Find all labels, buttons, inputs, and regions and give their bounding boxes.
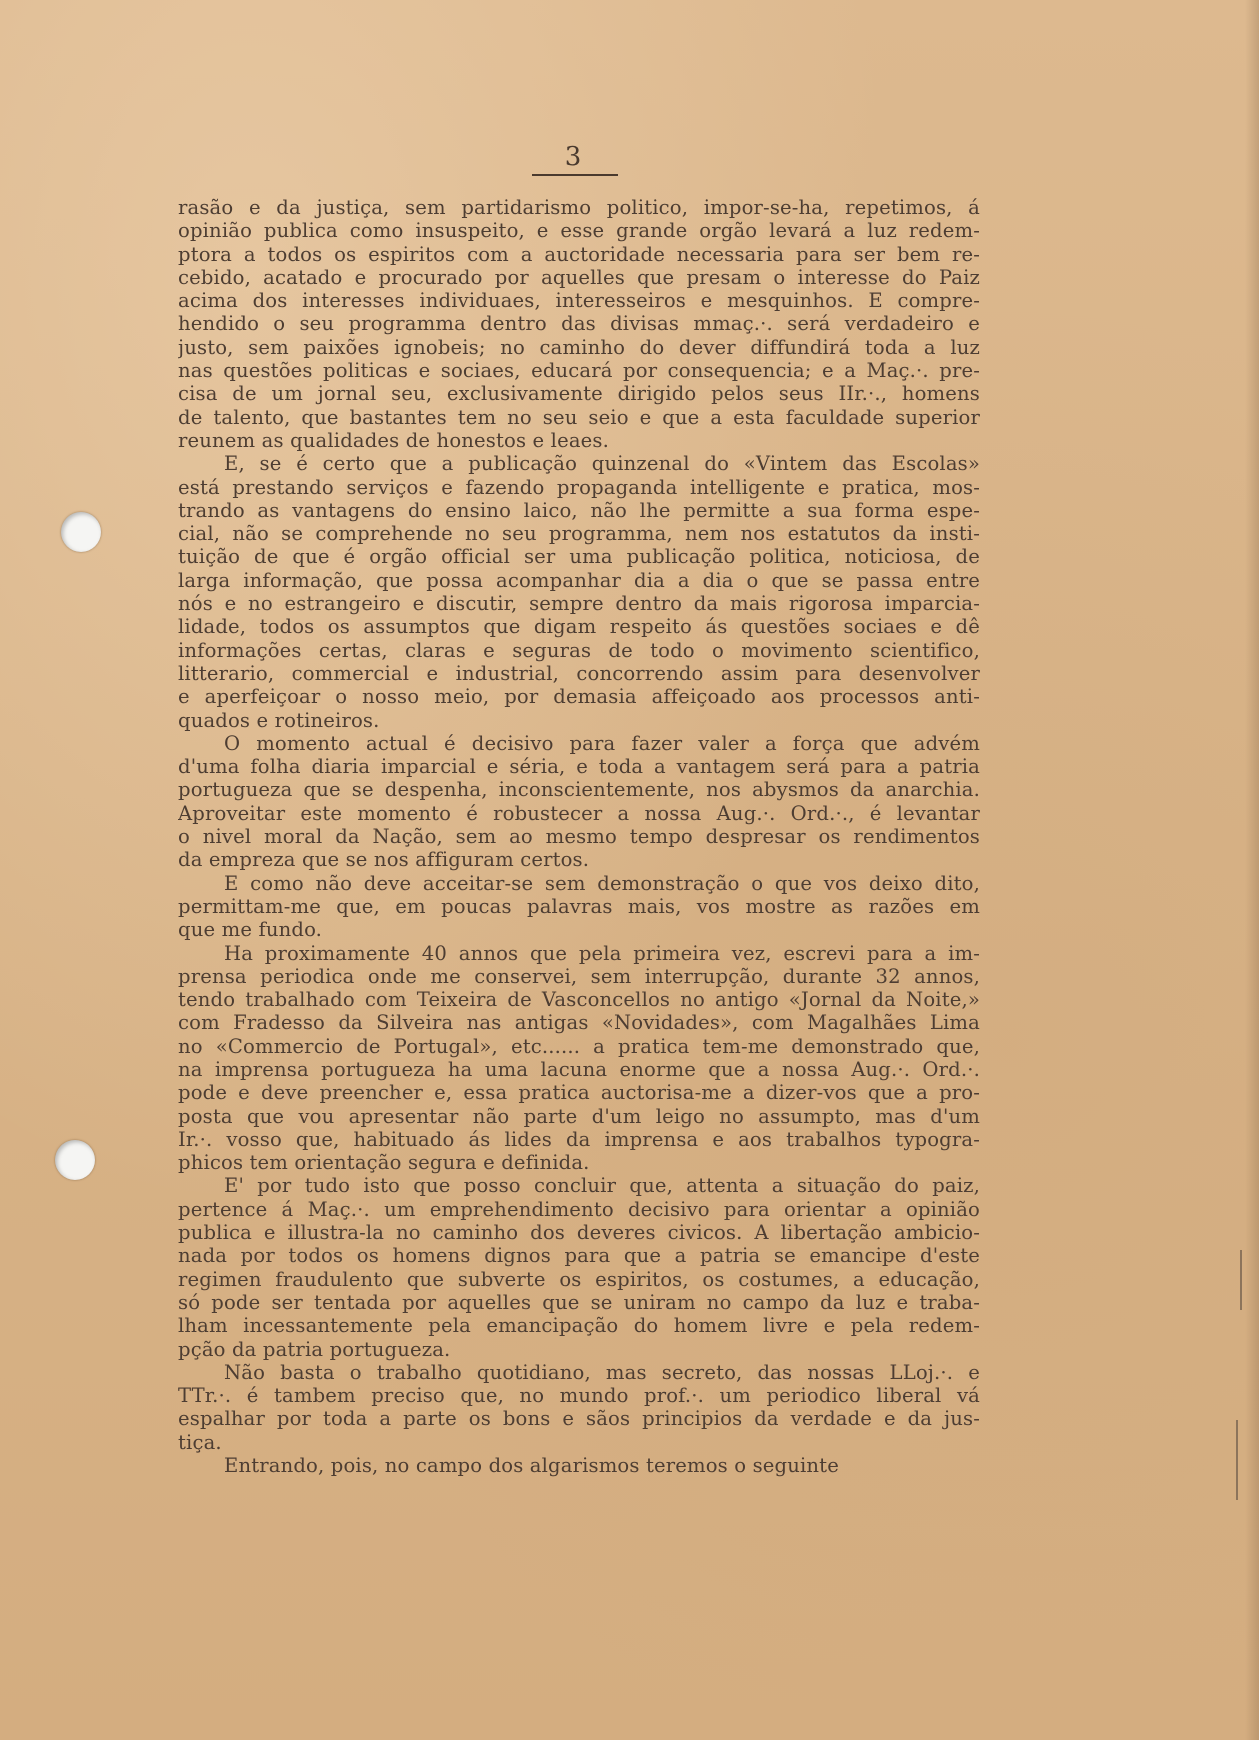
text-line: lham incessantemente pela emancipação do homem livre e pela redem- <box>178 1314 980 1338</box>
text-line: E, se é certo que a publicação quinzenal do «Vintem das Escolas» <box>224 452 980 476</box>
text-line: justo, sem paixões ignobeis; no caminho do dever diffundirá toda a luz <box>178 335 980 359</box>
text-line: Ir.·. vosso que, habituado ás lides da imprensa e aos trabalhos typogra- <box>178 1127 980 1151</box>
text-line: e aperfeiçoar o nosso meio, por demasia affeiçoado aos processos anti- <box>178 685 980 709</box>
text-line: rasão e da justiça, sem partidarismo politico, impor-se-ha, repetimos, á <box>178 196 980 219</box>
text-line: na imprensa portugueza ha uma lacuna enorme que a nossa Aug.·. Ord.·. <box>178 1057 980 1081</box>
punch-hole-top <box>61 512 101 552</box>
text-line: está prestando serviços e fazendo propaganda intelligente e pratica, mos- <box>178 475 980 499</box>
text-line: no «Commercio de Portugal», etc...... a pratica tem-me demonstrado que, <box>178 1034 980 1058</box>
text-line: tendo trabalhado com Teixeira de Vasconcellos no antigo «Jornal da Noite,» <box>178 988 980 1012</box>
text-line: hendido o seu programma dentro das divisas mmaç.·. será verdadeiro e <box>178 312 980 336</box>
text-line: com Fradesso da Silveira nas antigas «Novidades», com Magalhães Lima <box>178 1011 980 1035</box>
text-line: d'uma folha diaria imparcial e séria, e toda a vantagem será para a patria <box>178 755 980 779</box>
text-line: que me fundo. <box>178 918 323 942</box>
text-line: phicos tem orientação segura e definida. <box>178 1151 590 1175</box>
punch-hole-bottom <box>55 1140 95 1180</box>
page-number: 3 <box>564 142 582 172</box>
text-line: Entrando, pois, no campo dos algarismos teremos o seguinte <box>224 1454 839 1478</box>
text-line: regimen fraudulento que subverte os espiritos, os costumes, a educação, <box>178 1267 980 1291</box>
text-line: trando as vantagens do ensino laico, não lhe permitte a sua forma espe- <box>178 498 980 522</box>
text-line: pertence á Maç.·. um emprehendimento decisivo para orientar a opinião <box>178 1197 980 1221</box>
text-line: permittam-me que, em poucas palavras mais, vos mostre as razões em <box>178 894 980 918</box>
text-line: Não basta o trabalho quotidiano, mas secreto, das nossas LLoj.·. e <box>224 1360 980 1384</box>
text-line: larga informação, que possa acompanhar dia a dia o que se passa entre <box>178 568 980 592</box>
page-edge-shadow <box>1245 0 1259 1740</box>
text-line: portugueza que se despenha, inconscientemente, nos abysmos da anarchia. <box>178 778 980 802</box>
margin-mark <box>1236 1420 1238 1500</box>
text-line: Ha proximamente 40 annos que pela primeira vez, escrevi para a im- <box>224 941 980 965</box>
body-text <box>178 196 980 1477</box>
text-line: tiça. <box>178 1430 222 1454</box>
text-line: cebido, acatado e procurado por aquelles que presam o interesse do Paiz <box>178 265 980 289</box>
text-line: pode e deve preencher e, essa pratica auctorisa-me a dizer-vos que a pro- <box>178 1081 980 1105</box>
text-line: E' por tudo isto que posso concluir que, attenta a situação do paiz, <box>224 1174 980 1198</box>
text-line: quados e rotineiros. <box>178 708 380 732</box>
text-line: o nivel moral da Nação, sem ao mesmo tempo despresar os rendimentos <box>178 825 980 849</box>
text-line: da empreza que se nos affiguram certos. <box>178 848 590 872</box>
text-line: ptora a todos os espiritos com a auctoridade necessaria para ser bem re- <box>178 242 980 266</box>
text-line: TTr.·. é tambem preciso que, no mundo prof.·. um periodico liberal vá <box>178 1384 980 1408</box>
text-line: E como não deve acceitar-se sem demonstração o que vos deixo dito, <box>224 871 980 895</box>
text-line: litterario, commercial e industrial, concorrendo assim para desenvolver <box>178 661 980 685</box>
text-line: nas questões politicas e sociaes, educará por consequencia; e a Maç.·. pre- <box>178 359 980 383</box>
text-line: nada por todos os homens dignos para que a patria se emancipe d'este <box>178 1244 980 1268</box>
text-line: só pode ser tentada por aquelles que se uniram no campo da luz e traba- <box>178 1290 980 1314</box>
text-line: opinião publica como insuspeito, e esse grande orgão levará a luz redem- <box>178 219 980 243</box>
text-line: de talento, que bastantes tem no seu seio e que a esta faculdade superior <box>178 405 980 429</box>
text-line: Aproveitar este momento é robustecer a nossa Aug.·. Ord.·., é levantar <box>178 801 980 825</box>
text-line: O momento actual é decisivo para fazer valer a força que advém <box>224 731 980 755</box>
text-line: reunem as qualidades de honestos e leaes. <box>178 428 609 452</box>
text-line: espalhar por toda a parte os bons e sãos principios da verdade e da jus- <box>178 1407 980 1431</box>
text-line: informações certas, claras e seguras de todo o movimento scientifico, <box>178 638 980 662</box>
text-line: nós e no estrangeiro e discutir, sempre dentro da mais rigorosa imparcia- <box>178 592 980 616</box>
text-line: cisa de um jornal seu, exclusivamente dirigido pelos seus IIr.·., homens <box>178 382 980 406</box>
text-line: publica e illustra-la no caminho dos deveres civicos. A libertação ambicio- <box>178 1221 980 1245</box>
text-line: prensa periodica onde me conservei, sem interrupção, durante 32 annos, <box>178 964 980 988</box>
text-line: posta que vou apresentar não parte d'um leigo no assumpto, mas d'um <box>178 1104 980 1128</box>
text-line: tuição de que é orgão official ser uma publicação politica, noticiosa, de <box>178 545 980 569</box>
margin-mark <box>1240 1250 1242 1310</box>
text-line: lidade, todos os assumptos que digam respeito ás questões sociaes e dê <box>178 615 980 639</box>
text-line: acima dos interesses individuaes, interesseiros e mesquinhos. E compre- <box>178 289 980 313</box>
text-line: pção da patria portugueza. <box>178 1337 451 1361</box>
text-line: cial, não se comprehende no seu programma, nem nos estatutos da insti- <box>178 522 980 546</box>
page-number-underline <box>532 174 618 176</box>
